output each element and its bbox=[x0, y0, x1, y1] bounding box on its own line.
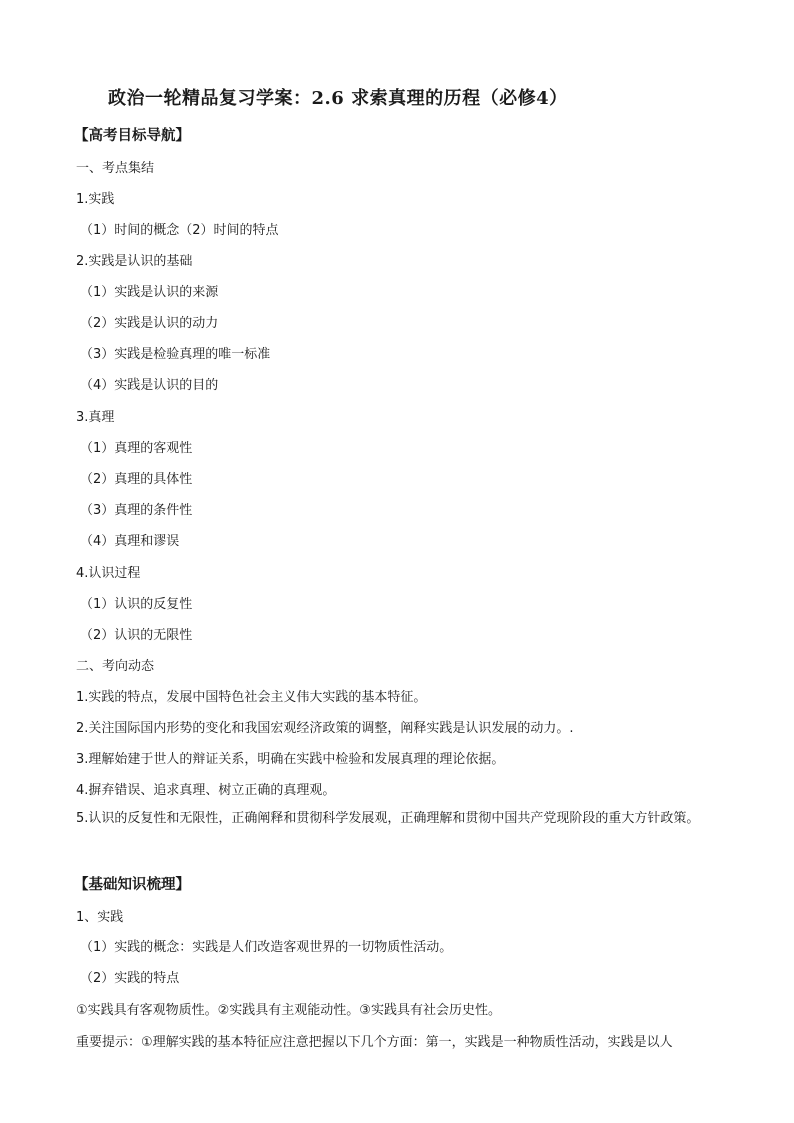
outline-item: （4）实践是认识的目的 bbox=[80, 378, 219, 393]
basics-item: （2）实践的特点 bbox=[80, 971, 180, 986]
page-title: 政治一轮精品复习学案：2.6 求索真理的历程（必修4） bbox=[108, 88, 568, 109]
basics-item: （1）实践的概念：实践是人们改造客观世界的一切物质性活动。 bbox=[80, 940, 453, 955]
outline-item: （2）实践是认识的动力 bbox=[80, 316, 219, 331]
basics-item: 1、实践 bbox=[76, 910, 124, 925]
section-heading-basics: 【基础知识梳理】 bbox=[74, 877, 190, 893]
outline-item: （2）认识的无限性 bbox=[80, 628, 193, 643]
outline-item: （1）真理的客观性 bbox=[80, 441, 193, 456]
section-heading-exam-goals: 【高考目标导航】 bbox=[74, 128, 190, 144]
outline-item: （3）实践是检验真理的唯一标准 bbox=[80, 347, 271, 362]
outline-item: （2）真理的具体性 bbox=[80, 472, 193, 487]
trend-item: 1.实践的特点，发展中国特色社会主义伟大实践的基本特征。 bbox=[76, 690, 427, 705]
trend-item: 4.摒弃错误、追求真理、树立正确的真理观。 bbox=[76, 783, 336, 798]
outline-item: （3）真理的条件性 bbox=[80, 503, 193, 518]
trend-item: 2.关注国际国内形势的变化和我国宏观经济政策的调整，阐释实践是认识发展的动力。. bbox=[76, 721, 574, 736]
outline-item: （1）时间的概念（2）时间的特点 bbox=[80, 223, 279, 238]
part-heading-key-points: 一、考点集结 bbox=[76, 161, 155, 176]
part-heading-trends: 二、考向动态 bbox=[76, 659, 155, 674]
trend-item: 5.认识的反复性和无限性，正确阐释和贯彻科学发展观，正确理解和贯彻中国共产党现阶段的重大方针政策。 bbox=[76, 811, 700, 826]
outline-item: （4）真理和谬误 bbox=[80, 534, 180, 549]
outline-item: 1.实践 bbox=[76, 192, 115, 207]
outline-item: （1）实践是认识的来源 bbox=[80, 285, 219, 300]
basics-item: ①实践具有客观物质性。②实践具有主观能动性。③实践具有社会历史性。 bbox=[76, 1003, 501, 1018]
outline-item: （1）认识的反复性 bbox=[80, 597, 193, 612]
outline-item: 4.认识过程 bbox=[76, 566, 141, 581]
important-tip: 重要提示：①理解实践的基本特征应注意把握以下几个方面：第一，实践是一种物质性活动，实践是以人 bbox=[76, 1035, 673, 1050]
outline-item: 3.真理 bbox=[76, 410, 115, 425]
trend-item: 3.理解始建于世人的辩证关系，明确在实践中检验和发展真理的理论依据。 bbox=[76, 752, 505, 767]
outline-item: 2.实践是认识的基础 bbox=[76, 254, 193, 269]
